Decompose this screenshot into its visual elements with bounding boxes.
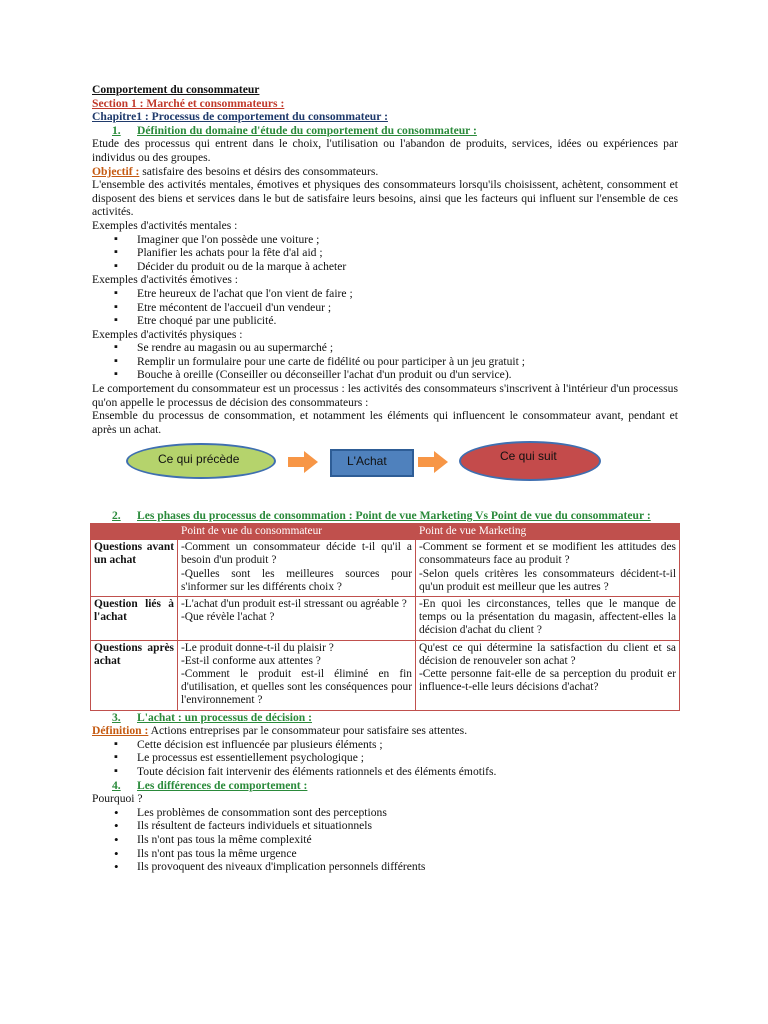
mentales-label: Exemples d'activités mentales : xyxy=(92,218,238,232)
phases-table xyxy=(90,523,680,711)
consumer-cell: -Comment un consommateur décide t-il qu'il a besoin d'un produit ? -Quelles sont les meilleures sources pour s'informer sur les différents choix ? xyxy=(178,540,416,597)
arrow-right-icon xyxy=(418,451,448,473)
definition-paragraph: Etude des processus qui entrent dans le choix, l'utilisation ou l'abandon de produits, services, idées ou expériences par individus ou des groupes. xyxy=(92,137,678,164)
physiques-list xyxy=(92,341,678,382)
list-item: ▪ Planifier les achats pour la fête d'al aid ; xyxy=(92,246,678,260)
row-header: Questions avant un achat xyxy=(91,540,178,597)
table-row xyxy=(91,597,680,641)
list-item: ▪ Etre mécontent de l'accueil d'un vendeur ; xyxy=(92,301,678,315)
emotives-list xyxy=(92,287,678,328)
section-heading: Section 1 : Marché et consommateurs : xyxy=(92,96,285,110)
definition-line: Définition : Actions entreprises par le consommateur pour satisfaire ses attentes. xyxy=(92,724,468,738)
achat-label: L'Achat xyxy=(347,454,387,469)
consumer-cell: -Le produit donne-t-il du plaisir ? -Est-il conforme aux attentes ? -Comment le produit est-il éliminé en fin d'utilisation, et quelles sont les conséquences pour l'environnement ? xyxy=(178,640,416,710)
physiques-label: Exemples d'activités physiques : xyxy=(92,327,243,341)
table-header-row xyxy=(91,524,680,540)
list-item: • Les problèmes de consommation sont des perceptions xyxy=(92,806,678,820)
emotives-label: Exemples d'activités émotives : xyxy=(92,273,239,287)
process-diagram xyxy=(92,441,678,503)
decision-list xyxy=(92,738,678,779)
list-item: ▪ Etre heureux de l'achat que l'on vient de faire ; xyxy=(92,287,678,301)
heading-4: 4. Les différences de comportement : xyxy=(112,778,308,792)
list-item: ▪ Décider du produit ou de la marque à acheter xyxy=(92,260,678,274)
heading-2: 2. Les phases du processus de consommation : Point de vue Marketing Vs Point de vue du consommateur : xyxy=(112,509,651,523)
chapter-heading: Chapitre1 : Processus de comportement du consommateur : xyxy=(92,110,388,124)
document-content xyxy=(92,83,678,874)
list-item: ▪ Remplir un formulaire pour une carte de fidélité ou pour participer à un jeu gratuit ; xyxy=(92,355,678,369)
table-header-cell: Point de vue Marketing xyxy=(416,524,680,540)
table-header-cell: Point de vue du consommateur xyxy=(178,524,416,540)
before-label: Ce qui précède xyxy=(158,452,240,467)
list-item: ▪ Etre choqué par une publicité. xyxy=(92,314,678,328)
heading-1: 1. Définition du domaine d'étude du comportement du consommateur : xyxy=(112,123,477,137)
marketing-cell: -En quoi les circonstances, telles que le manque de temps ou la présentation du magasin, affectent-elles la décision d'achat du client ? xyxy=(416,597,680,641)
marketing-cell: -Comment se forment et se modifient les attitudes des consommateurs face au produit ? -Selon quels critères les consommateurs décident-t-il qu'un produit est meilleur que les autres ? xyxy=(416,540,680,597)
mentales-list xyxy=(92,233,678,274)
marketing-cell: Qu'est ce qui détermine la satisfaction du client et sa décision de renouveler son achat ? -Cette personne fait-elle de sa perception du produit er influence-t-elle leurs décisions d'achat? xyxy=(416,640,680,710)
list-item: ▪ Imaginer que l'on possède une voiture ; xyxy=(92,233,678,247)
list-item: ▪ Le processus est essentiellement psychologique ; xyxy=(92,751,678,765)
differences-list xyxy=(92,806,678,874)
list-item: ▪ Bouche à oreille (Conseiller ou déconseiller l'achat d'un produit ou d'un service). xyxy=(92,368,678,382)
objectif-line: Objectif : satisfaire des besoins et désirs des consommateurs. xyxy=(92,164,379,178)
document-title: Comportement du consommateur xyxy=(92,83,260,96)
table-row xyxy=(91,640,680,710)
heading-3: 3. L'achat : un processus de décision : xyxy=(112,710,312,724)
after-label: Ce qui suit xyxy=(500,449,557,464)
table-header-cell xyxy=(91,524,178,540)
consumer-cell: -L'achat d'un produit est-il stressant ou agréable ? -Que révèle l'achat ? xyxy=(178,597,416,641)
list-item: • Ils n'ont pas tous la même complexité xyxy=(92,833,678,847)
ensemble-paragraph: L'ensemble des activités mentales, émotives et physiques des consommateurs lorsqu'ils choisissent, achètent, consomment et disposent des biens et services dans le but de satisfaire leurs besoins, ainsi que les facteurs qui influent sur l'ensemble de ces activités. xyxy=(92,178,678,219)
list-item: • Ils n'ont pas tous la même urgence xyxy=(92,847,678,861)
row-header: Question liés à l'achat xyxy=(91,597,178,641)
pourquoi-line: Pourquoi ? xyxy=(92,792,143,806)
list-item: ▪ Se rendre au magasin ou au supermarché ; xyxy=(92,341,678,355)
ensemble2-paragraph: Ensemble du processus de consommation, et notamment les éléments qui influencent le consommateur avant, pendant et après un achat. xyxy=(92,409,678,436)
list-item: ▪ Cette décision est influencée par plusieurs éléments ; xyxy=(92,738,678,752)
list-item: • Ils provoquent des niveaux d'implication personnels différents xyxy=(92,860,678,874)
processus-paragraph: Le comportement du consommateur est un processus : les activités des consommateurs s'inscrivent à l'intérieur d'un processus qu'on appelle le processus de décision des consommateurs : xyxy=(92,382,678,409)
row-header: Questions après achat xyxy=(91,640,178,710)
table-row xyxy=(91,540,680,597)
arrow-right-icon xyxy=(288,451,318,473)
list-item: ▪ Toute décision fait intervenir des éléments rationnels et des éléments émotifs. xyxy=(92,765,678,779)
list-item: • Ils résultent de facteurs individuels et situationnels xyxy=(92,819,678,833)
